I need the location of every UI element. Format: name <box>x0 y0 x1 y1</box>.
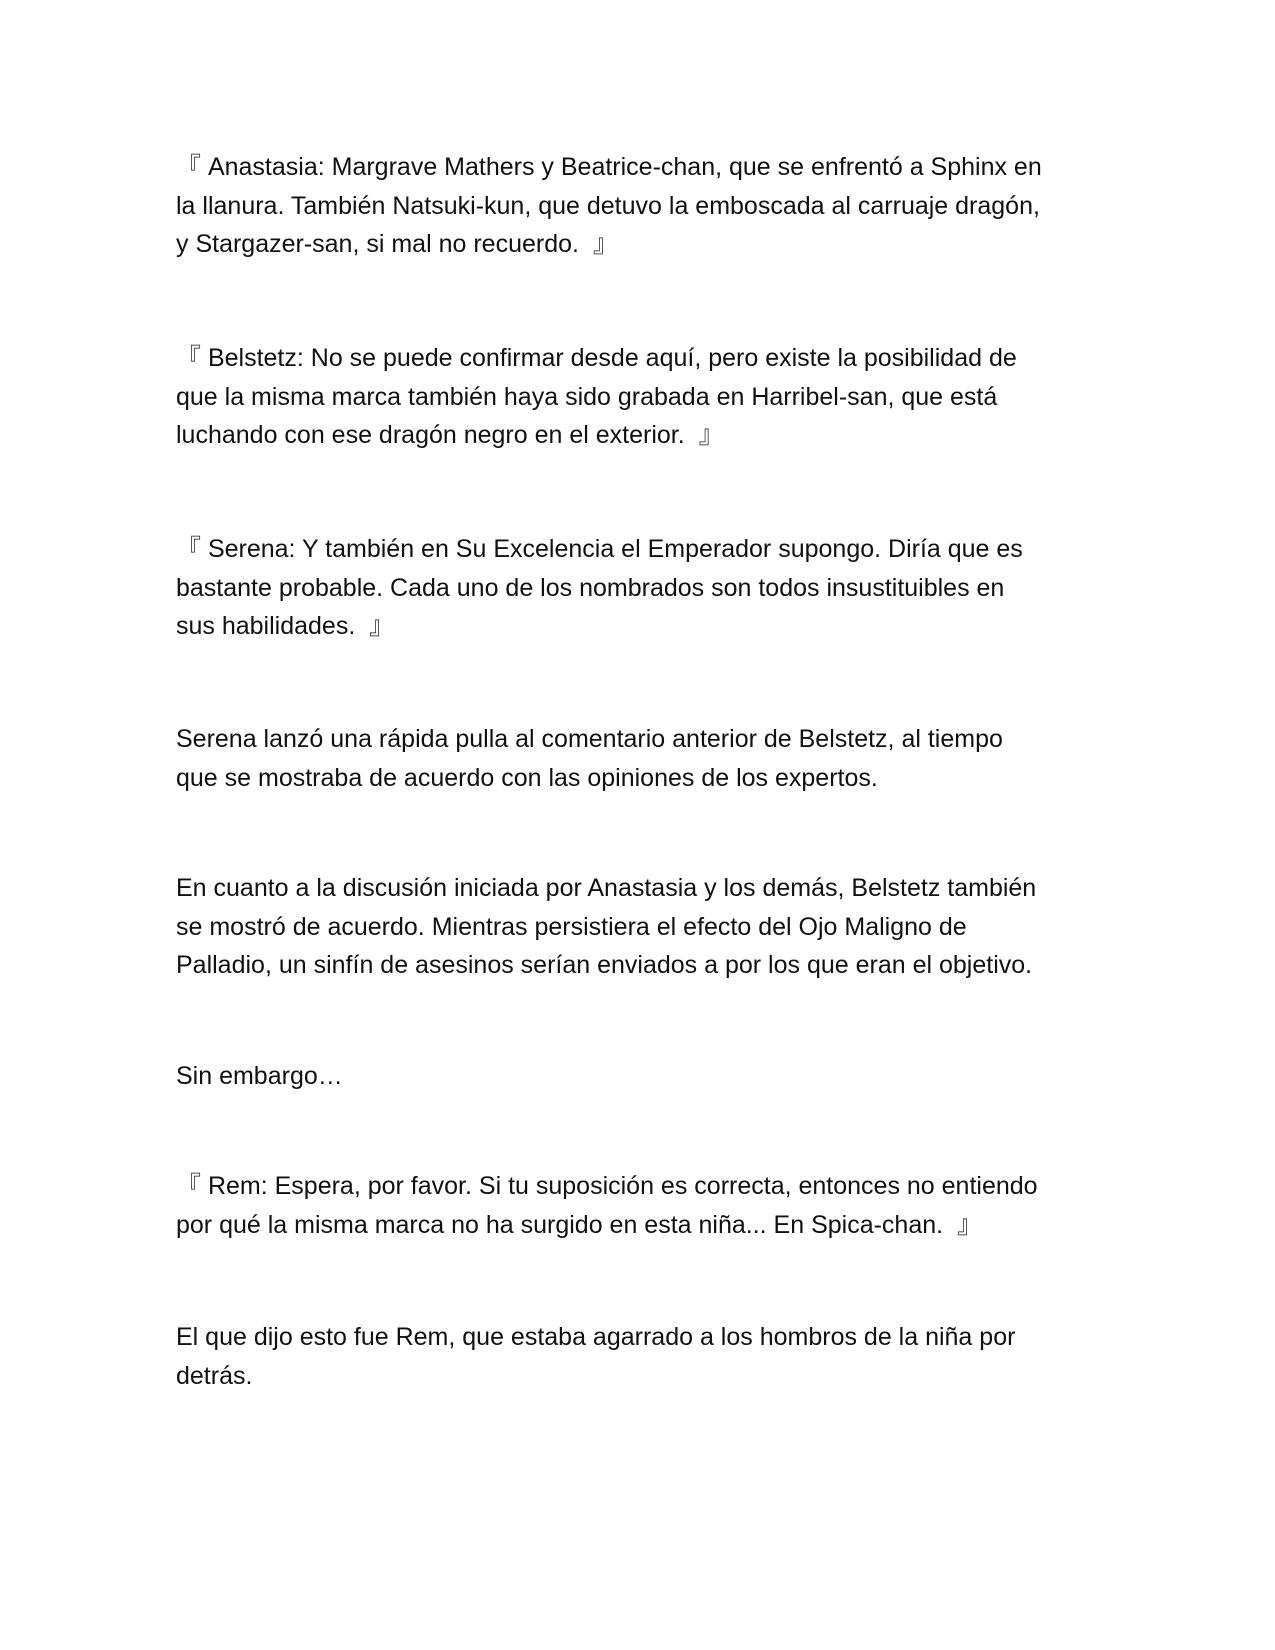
narration-paragraph-belstetz: En cuanto a la discusión iniciada por Anastasia y los demás, Belstetz también se mostró de acuerdo. Mientras persistiera el efecto del Ojo Maligno de Palladio, un sinfín de asesinos serían enviados a por los que eran el objetivo. <box>176 874 1037 979</box>
dialogue-anastasia: 『 Anastasia: Margrave Mathers y Beatrice-chan, que se enfrentó a Sphinx en la llanura. También Natsuki-kun, que detuvo la emboscada al carruaje dragón, y Stargazer-san, si mal no recuerdo. 』 <box>176 153 1042 258</box>
dialogue-rem: 『 Rem: Espera, por favor. Si tu suposición es correcta, entonces no entiendo por qué la misma marca no ha surgido en esta niña... En Spica-chan. 』 <box>176 1172 1038 1239</box>
narration-paragraph-rem: El que dijo esto fue Rem, que estaba agarrado a los hombros de la niña por detrás. <box>176 1323 1016 1390</box>
dialogue-serena: 『 Serena: Y también en Su Excelencia el Emperador supongo. Diría que es bastante probable. Cada uno de los nombrados son todos insustituibles en sus habilidades. 』 <box>176 535 1023 640</box>
dialogue-belstetz: 『 Belstetz: No se puede confirmar desde aquí, pero existe la posibilidad de que la misma marca también haya sido grabada en Harribel-san, que está luchando con ese dragón negro en el exterior. 』 <box>176 344 1017 449</box>
narration-paragraph-serena: Serena lanzó una rápida pulla al comentario anterior de Belstetz, al tiempo que se mostraba de acuerdo con las opiniones de los expertos. <box>176 725 1003 792</box>
narration-sin-embargo: Sin embargo… <box>176 1062 343 1090</box>
